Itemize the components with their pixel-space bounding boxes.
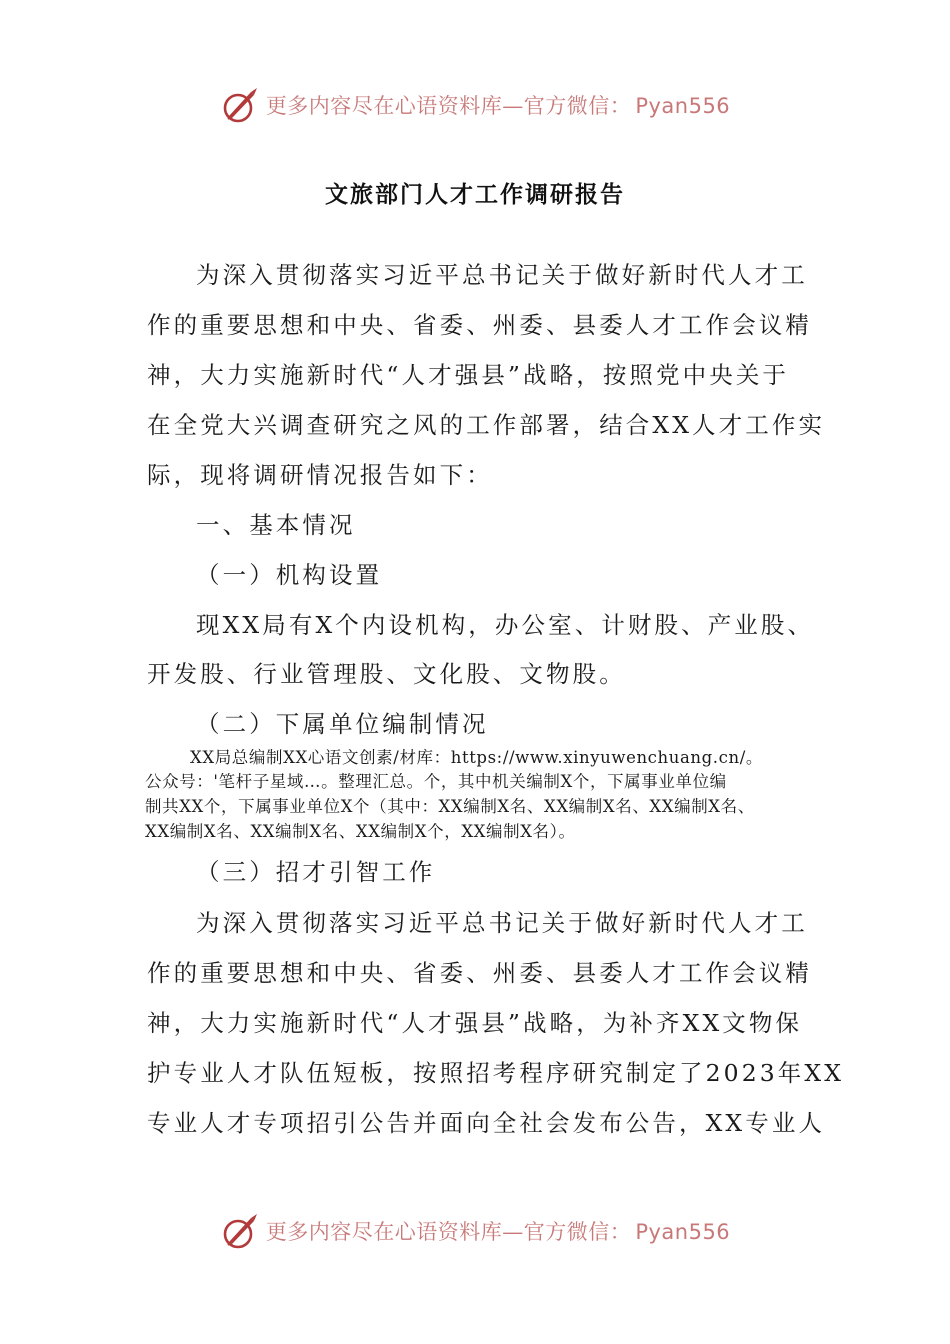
section-heading: 一、基本情况	[196, 511, 356, 539]
watermark-wechat-id: Pyan556	[635, 1220, 731, 1244]
small-body-line: XX局总编制XX心语文创素/材库：https://www.xinyuwenchuang.cn/。	[190, 748, 763, 767]
intro-line: 际，现将调研情况报告如下：	[147, 461, 493, 489]
quill-pen-logo-icon	[220, 86, 260, 126]
small-body-line: 制共XX个，下属事业单位X个（其中：XX编制X名、XX编制X名、XX编制X名、	[145, 797, 755, 816]
body-line: 护专业人才队伍短板，按照招考程序研究制定了2023年XX	[147, 1059, 845, 1087]
subsection-heading: （一）机构设置	[196, 561, 383, 589]
document-title: 文旅部门人才工作调研报告	[325, 182, 625, 208]
intro-line: 在全党大兴调查研究之风的工作部署，结合XX人才工作实	[147, 411, 826, 439]
small-body-line: 公众号：'笔杆子星域…。整理汇总。个，其中机关编制X个，下属事业单位编	[145, 772, 727, 791]
body-line: 现XX局有X个内设机构，办公室、计财股、产业股、	[196, 611, 815, 639]
body-line: 神，大力实施新时代“人才强县”战略，为补齐XX文物保	[147, 1009, 803, 1037]
quill-pen-logo-icon	[220, 1212, 260, 1252]
watermark-banner-top	[0, 80, 950, 130]
watermark-text: 更多内容尽在心语资料库—官方微信： Pyan556	[265, 1220, 731, 1244]
subsection-heading: （三）招才引智工作	[196, 858, 436, 886]
body-line: 作的重要思想和中央、省委、州委、县委人才工作会议精	[147, 959, 812, 987]
body-line: 开发股、行业管理股、文化股、文物股。	[147, 660, 626, 688]
small-body-line: XX编制X名、XX编制X名、XX编制X个，XX编制X名）。	[145, 822, 576, 841]
intro-line: 作的重要思想和中央、省委、州委、县委人才工作会议精	[147, 311, 812, 339]
intro-line: 为深入贯彻落实习近平总书记关于做好新时代人才工	[196, 261, 808, 289]
watermark-text: 更多内容尽在心语资料库—官方微信： Pyan556	[265, 94, 731, 118]
watermark-banner-bottom	[0, 1206, 950, 1256]
watermark-wechat-id: Pyan556	[635, 94, 731, 118]
body-line: 专业人才专项招引公告并面向全社会发布公告，XX专业人	[147, 1109, 826, 1137]
body-line: 为深入贯彻落实习近平总书记关于做好新时代人才工	[196, 909, 808, 937]
subsection-heading: （二）下属单位编制情况	[196, 710, 489, 738]
intro-line: 神，大力实施新时代“人才强县”战略，按照党中央关于	[147, 361, 790, 389]
